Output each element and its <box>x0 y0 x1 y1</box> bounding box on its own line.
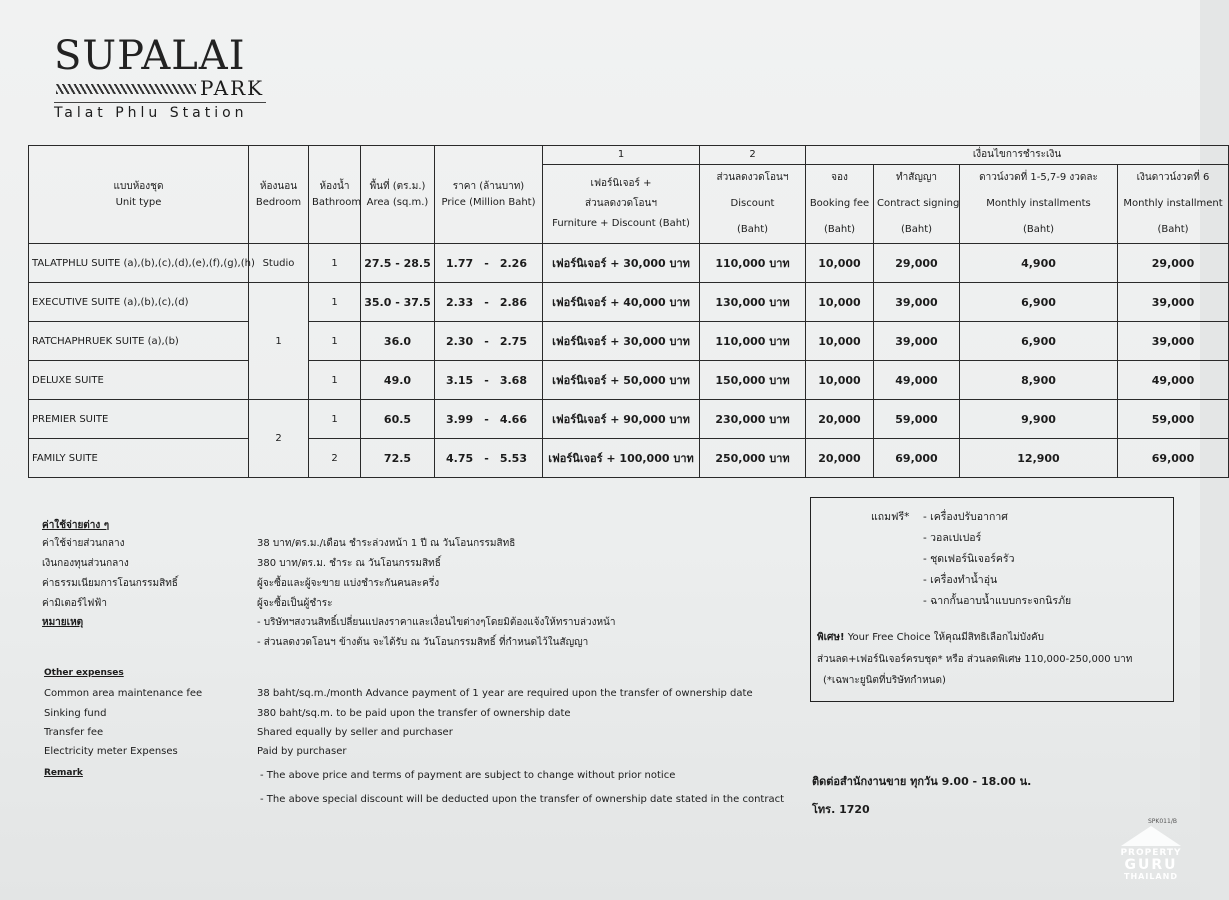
table-group-header <box>29 146 1229 165</box>
bedroom-cell: Studio <box>249 244 309 283</box>
expense-en-label: Sinking fund <box>44 708 107 719</box>
booking-cell: 10,000 <box>806 283 874 322</box>
table-row <box>29 400 1229 439</box>
price-cell: 2.33 - 2.86 <box>435 283 543 322</box>
expense-en-label: Electricity meter Expenses <box>44 746 178 757</box>
monthly-cell: 4,900 <box>960 244 1118 283</box>
gift-item: - เครื่องปรับอากาศ <box>923 511 1008 523</box>
header-furniture: เฟอร์นิเจอร์ + ส่วนลดงวดโอนฯ Furniture + Discount (Baht) <box>543 165 700 244</box>
unit-type-cell: RATCHAPHRUEK SUITE (a),(b) <box>29 322 249 361</box>
discount-cell: 110,000 บาท <box>700 244 806 283</box>
unit-type-cell: FAMILY SUITE <box>29 439 249 478</box>
contract-cell: 29,000 <box>874 244 960 283</box>
header-price: ราคา (ล้านบาท) Price (Million Baht) <box>435 146 543 244</box>
area-cell: 35.0 - 37.5 <box>361 283 435 322</box>
booking-cell: 20,000 <box>806 439 874 478</box>
price-cell: 4.75 - 5.53 <box>435 439 543 478</box>
expense-th-label: ค่าใช้จ่ายส่วนกลาง <box>42 538 125 549</box>
contract-cell: 59,000 <box>874 400 960 439</box>
logo-station: Talat Phlu Station <box>54 105 248 121</box>
booking-cell: 20,000 <box>806 400 874 439</box>
logo-scribble <box>56 84 196 94</box>
expense-en-value: Paid by purchaser <box>257 746 347 757</box>
remark-th-title: หมายเหตุ <box>42 617 84 628</box>
logo-sub <box>54 76 266 100</box>
price-cell: 2.30 - 2.75 <box>435 322 543 361</box>
bathroom-cell: 1 <box>309 244 361 283</box>
supalai-logo <box>54 33 266 121</box>
furniture-cell: เฟอร์นิเจอร์ + 90,000 บาท <box>543 400 700 439</box>
header-payment-terms: เงื่อนไขการชำระเงิน <box>806 146 1229 165</box>
gift-special-line2: ส่วนลด+เฟอร์นิเจอร์ครบชุด* หรือ ส่วนลดพิเศษ 110,000-250,000 บาท <box>817 654 1133 665</box>
monthly-cell: 6,900 <box>960 322 1118 361</box>
gift-title: แถมฟรี* <box>871 511 910 523</box>
logo-park: PARK <box>200 76 265 100</box>
unit-type-cell: EXECUTIVE SUITE (a),(b),(c),(d) <box>29 283 249 322</box>
contract-cell: 39,000 <box>874 283 960 322</box>
monthly-cell: 8,900 <box>960 361 1118 400</box>
table-row <box>29 322 1229 361</box>
header-group-1: 1 <box>543 146 700 165</box>
monthly6-cell: 69,000 <box>1118 439 1229 478</box>
expense-th-value: 380 บาท/ตร.ม. ชำระ ณ วันโอนกรรมสิทธิ์ <box>257 558 441 569</box>
table-row <box>29 244 1229 283</box>
contact-tel: โทร. 1720 <box>812 803 870 816</box>
expenses-th-title: ค่าใช้จ่ายต่าง ๆ <box>42 520 110 531</box>
remark-th-item: - บริษัทฯสงวนสิทธิ์เปลี่ยนแปลงราคาและเงื่อนไขต่างๆโดยมิต้องแจ้งให้ทราบล่วงหน้า <box>257 617 616 628</box>
booking-cell: 10,000 <box>806 322 874 361</box>
header-unit-type: แบบห้องชุด Unit type <box>29 146 249 244</box>
gift-special <box>817 630 1044 645</box>
price-cell: 3.99 - 4.66 <box>435 400 543 439</box>
gift-item: - เครื่องทำน้ำอุ่น <box>923 574 998 586</box>
bedroom-cell: 1 <box>249 283 309 400</box>
contract-cell: 49,000 <box>874 361 960 400</box>
monthly6-cell: 29,000 <box>1118 244 1229 283</box>
price-cell: 1.77 - 2.26 <box>435 244 543 283</box>
unit-type-cell: PREMIER SUITE <box>29 400 249 439</box>
watermark-line1: PROPERTY <box>1120 848 1182 858</box>
unit-price-table <box>28 145 1229 478</box>
header-group-2: 2 <box>700 146 806 165</box>
header-contract: ทำสัญญา Contract signing (Baht) <box>874 165 960 244</box>
remark-th-item: - ส่วนลดงวดโอนฯ ข้างต้น จะได้รับ ณ วันโอนกรรมสิทธิ์ ที่กำหนดไว้ในสัญญา <box>257 637 589 648</box>
bathroom-cell: 2 <box>309 439 361 478</box>
watermark-line3: THAILAND <box>1124 872 1178 881</box>
free-gift-box <box>810 497 1174 702</box>
table-row <box>29 361 1229 400</box>
furniture-cell: เฟอร์นิเจอร์ + 30,000 บาท <box>543 322 700 361</box>
contract-cell: 69,000 <box>874 439 960 478</box>
discount-cell: 110,000 บาท <box>700 322 806 361</box>
discount-cell: 250,000 บาท <box>700 439 806 478</box>
unit-type-cell: DELUXE SUITE <box>29 361 249 400</box>
remark-en-item: - The above price and terms of payment are subject to change without prior notice <box>260 770 676 781</box>
discount-cell: 150,000 บาท <box>700 361 806 400</box>
header-monthly: ดาวน์งวดที่ 1-5,7-9 งวดละ Monthly installments (Baht) <box>960 165 1118 244</box>
header-area: พื้นที่ (ตร.ม.) Area (sq.m.) <box>361 146 435 244</box>
area-cell: 72.5 <box>361 439 435 478</box>
bathroom-cell: 1 <box>309 361 361 400</box>
discount-cell: 230,000 บาท <box>700 400 806 439</box>
watermark-line2: GURU <box>1124 857 1178 873</box>
monthly6-cell: 39,000 <box>1118 322 1229 361</box>
expense-en-label: Common area maintenance fee <box>44 688 203 699</box>
expense-en-label: Transfer fee <box>44 727 104 738</box>
unit-type-cell: TALATPHLU SUITE (a),(b),(c),(d),(e),(f),(g),(h) <box>29 244 249 283</box>
header-booking: จอง Booking fee (Baht) <box>806 165 874 244</box>
gift-item: - ชุดเฟอร์นิเจอร์ครัว <box>923 553 1015 565</box>
remark-en-title: Remark <box>44 768 83 778</box>
header-discount: ส่วนลดงวดโอนฯ Discount (Baht) <box>700 165 806 244</box>
expense-th-label: ค่าธรรมเนียมการโอนกรรมสิทธิ์ <box>42 578 178 589</box>
table-row <box>29 439 1229 478</box>
header-monthly-6: เงินดาวน์งวดที่ 6 Monthly installment (Baht) <box>1118 165 1229 244</box>
expense-th-value: 38 บาท/ตร.ม./เดือน ชำระล่วงหน้า 1 ปี ณ วันโอนกรรมสิทธิ <box>257 538 516 549</box>
monthly6-cell: 59,000 <box>1118 400 1229 439</box>
remark-en-item: - The above special discount will be deducted upon the transfer of ownership date stated in the contract <box>260 794 785 805</box>
price-cell: 3.15 - 3.68 <box>435 361 543 400</box>
gift-special-text: Your Free Choice ให้คุณมีสิทธิเลือกไม่บังคับ <box>844 632 1044 643</box>
contract-cell: 39,000 <box>874 322 960 361</box>
bathroom-cell: 1 <box>309 400 361 439</box>
house-icon <box>1121 826 1181 846</box>
expense-en-value: Shared equally by seller and purchaser <box>257 727 453 738</box>
gift-special-label: พิเศษ! <box>817 632 845 643</box>
monthly-cell: 12,900 <box>960 439 1118 478</box>
area-cell: 27.5 - 28.5 <box>361 244 435 283</box>
header-bedroom: ห้องนอน Bedroom <box>249 146 309 244</box>
header-bathroom: ห้องน้ำ Bathroom <box>309 146 361 244</box>
bathroom-cell: 1 <box>309 283 361 322</box>
expense-th-value: ผู้จะซื้อและผู้จะขาย แบ่งชำระกันคนละครึ่ง <box>257 578 440 589</box>
bathroom-cell: 1 <box>309 322 361 361</box>
gift-item: - ฉากกั้นอาบน้ำแบบกระจกนิรภัย <box>923 595 1072 607</box>
expenses-en-title: Other expenses <box>44 668 124 678</box>
area-cell: 49.0 <box>361 361 435 400</box>
area-cell: 36.0 <box>361 322 435 361</box>
property-guru-watermark <box>1112 826 1190 890</box>
contact-hours: ติดต่อสำนักงานขาย ทุกวัน 9.00 - 18.00 น. <box>812 775 1032 788</box>
expense-en-value: 380 baht/sq.m. to be paid upon the transfer of ownership date <box>257 708 571 719</box>
monthly-cell: 6,900 <box>960 283 1118 322</box>
booking-cell: 10,000 <box>806 361 874 400</box>
expense-th-label: ค่ามิเตอร์ไฟฟ้า <box>42 598 107 609</box>
monthly6-cell: 49,000 <box>1118 361 1229 400</box>
furniture-cell: เฟอร์นิเจอร์ + 50,000 บาท <box>543 361 700 400</box>
monthly-cell: 9,900 <box>960 400 1118 439</box>
logo-rule <box>54 102 266 103</box>
gift-special-line3: (*เฉพาะยูนิตที่บริษัทกำหนด) <box>823 675 946 686</box>
furniture-cell: เฟอร์นิเจอร์ + 30,000 บาท <box>543 244 700 283</box>
logo-brand: SUPALAI <box>54 33 246 79</box>
booking-cell: 10,000 <box>806 244 874 283</box>
contact-info <box>812 772 1031 818</box>
expense-th-label: เงินกองทุนส่วนกลาง <box>42 558 129 569</box>
area-cell: 60.5 <box>361 400 435 439</box>
monthly6-cell: 39,000 <box>1118 283 1229 322</box>
expense-th-value: ผู้จะซื้อเป็นผู้ชำระ <box>257 598 333 609</box>
discount-cell: 130,000 บาท <box>700 283 806 322</box>
bedroom-cell: 2 <box>249 400 309 478</box>
gift-item: - วอลเปเปอร์ <box>923 532 982 544</box>
expense-en-value: 38 baht/sq.m./month Advance payment of 1 year are required upon the transfer of ownership date <box>257 688 753 699</box>
table-row <box>29 283 1229 322</box>
furniture-cell: เฟอร์นิเจอร์ + 100,000 บาท <box>543 439 700 478</box>
furniture-cell: เฟอร์นิเจอร์ + 40,000 บาท <box>543 283 700 322</box>
doc-code: SPK011/B <box>1148 818 1177 825</box>
